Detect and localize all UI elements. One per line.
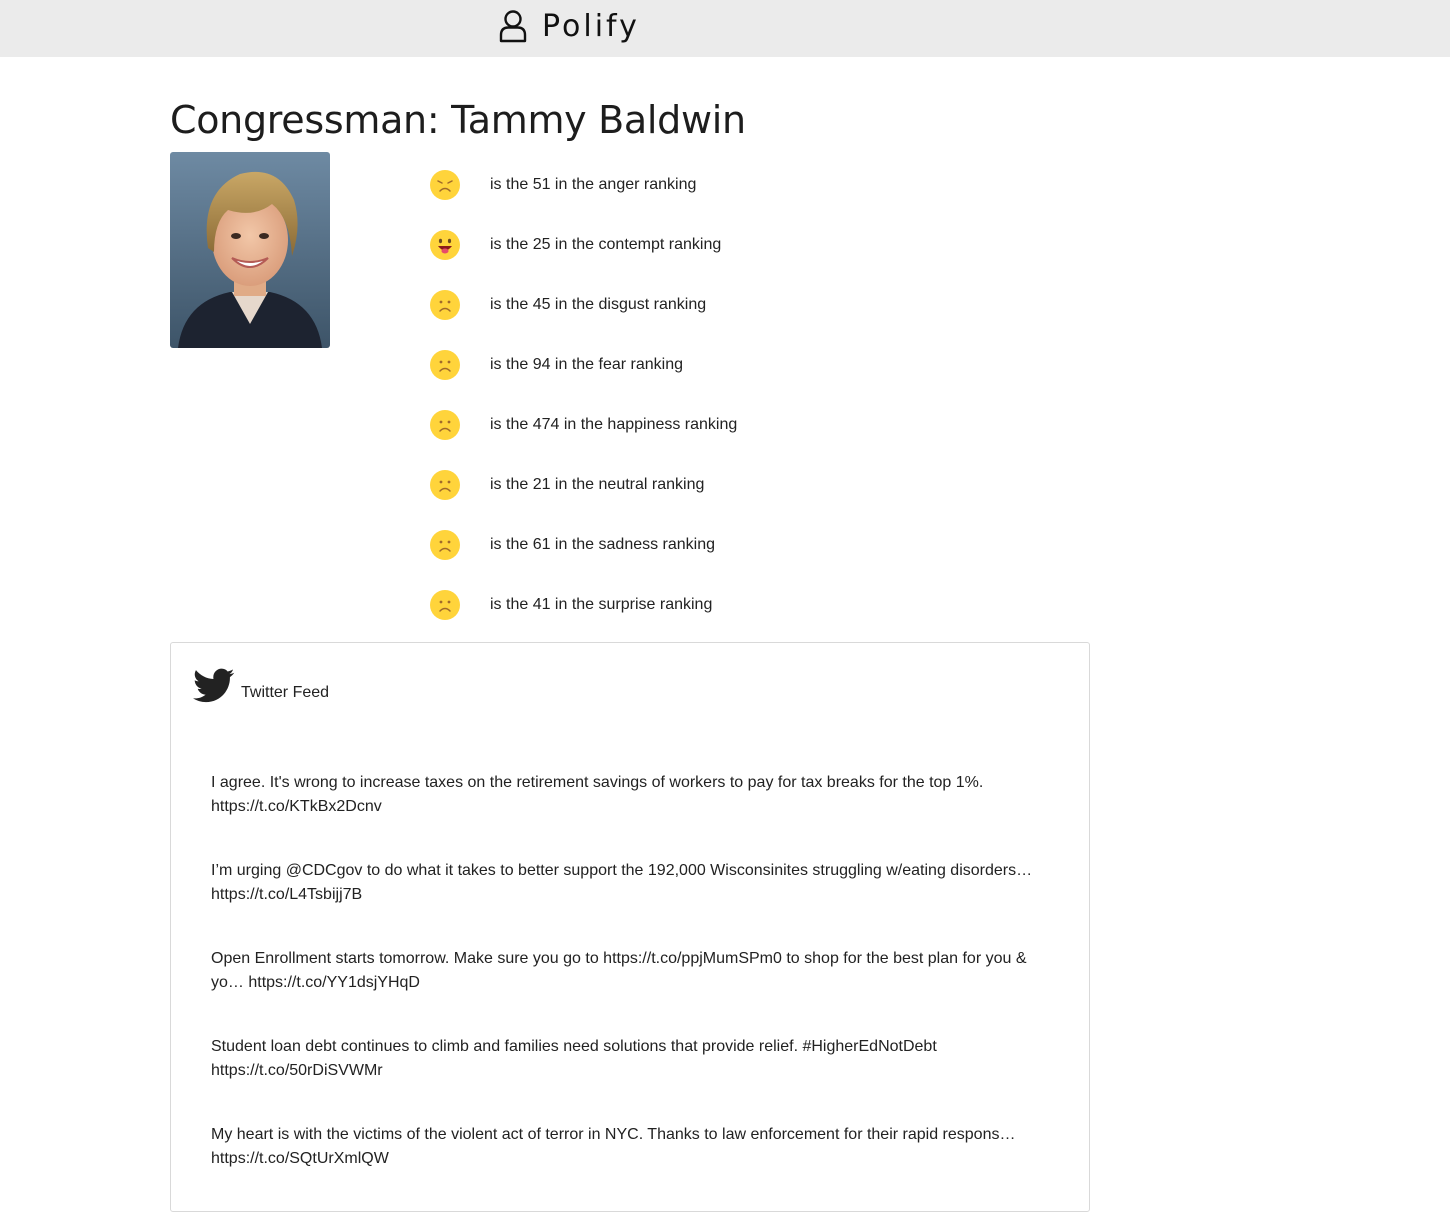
brand-link[interactable] [498,6,640,46]
tweet-item: Student loan debt continues to climb and families need solutions that provide relief. #HigherEdNotDebt https://t.co/50rDiSVWMr [211,1038,937,1079]
ranking-text: is the 41 in the surprise ranking [490,596,713,613]
frown-face-icon [430,290,460,320]
frown-face-icon [430,530,460,560]
ranking-text: is the 61 in the sadness ranking [490,536,716,553]
twitter-feed-card [170,642,1090,1212]
twitter-feed-header [193,667,329,705]
navbar [0,0,1450,57]
ranking-text: is the 21 in the neutral ranking [490,476,705,493]
page-title: Congressman: Tammy Baldwin [170,98,746,142]
ranking-text: is the 45 in the disgust ranking [490,296,707,313]
tweet-item: Open Enrollment starts tomorrow. Make sure you go to https://t.co/ppjMumSPm0 to shop for the best plan for you & yo… https://t.co/YY1dsjYHqD [211,950,1027,991]
tweet-item: My heart is with the victims of the violent act of terror in NYC. Thanks to law enforcement for their rapid respons… https://t.co/SQtUrXmlQW [211,1126,1016,1167]
brand-name: Polify [542,8,640,44]
ranking-text: is the 94 in the fear ranking [490,356,684,373]
twitter-feed-title: Twitter Feed [241,684,330,701]
profile-photo [170,152,330,348]
frown-face-icon [430,470,460,500]
ranking-fear [430,350,850,410]
ranking-neutral [430,470,850,530]
tweet-list [211,771,1051,1211]
ranking-disgust [430,290,850,350]
ranking-surprise [430,590,850,650]
ranking-text: is the 51 in the anger ranking [490,176,697,193]
tongue-face-icon [430,230,460,260]
twitter-bird-icon [193,667,235,705]
frown-face-icon [430,350,460,380]
ranking-text: is the 25 in the contempt ranking [490,236,722,253]
angry-face-icon [430,170,460,200]
ranking-anger [430,170,850,230]
tweet-item: I’m urging @CDCgov to do what it takes to better support the 192,000 Wisconsinites struggling w/eating disorders… https://t.co/L4Tsbijj7B [211,862,1033,903]
tweet-item: I agree. It's wrong to increase taxes on the retirement savings of workers to pay for tax breaks for the top 1%. https://t.co/KTkBx2Dcnv [211,774,984,815]
ranking-text: is the 474 in the happiness ranking [490,416,738,433]
emotion-rankings [430,170,850,650]
ranking-happiness [430,410,850,470]
frown-face-icon [430,410,460,440]
frown-face-icon [430,590,460,620]
user-icon [498,9,528,43]
ranking-sadness [430,530,850,590]
ranking-contempt [430,230,850,290]
